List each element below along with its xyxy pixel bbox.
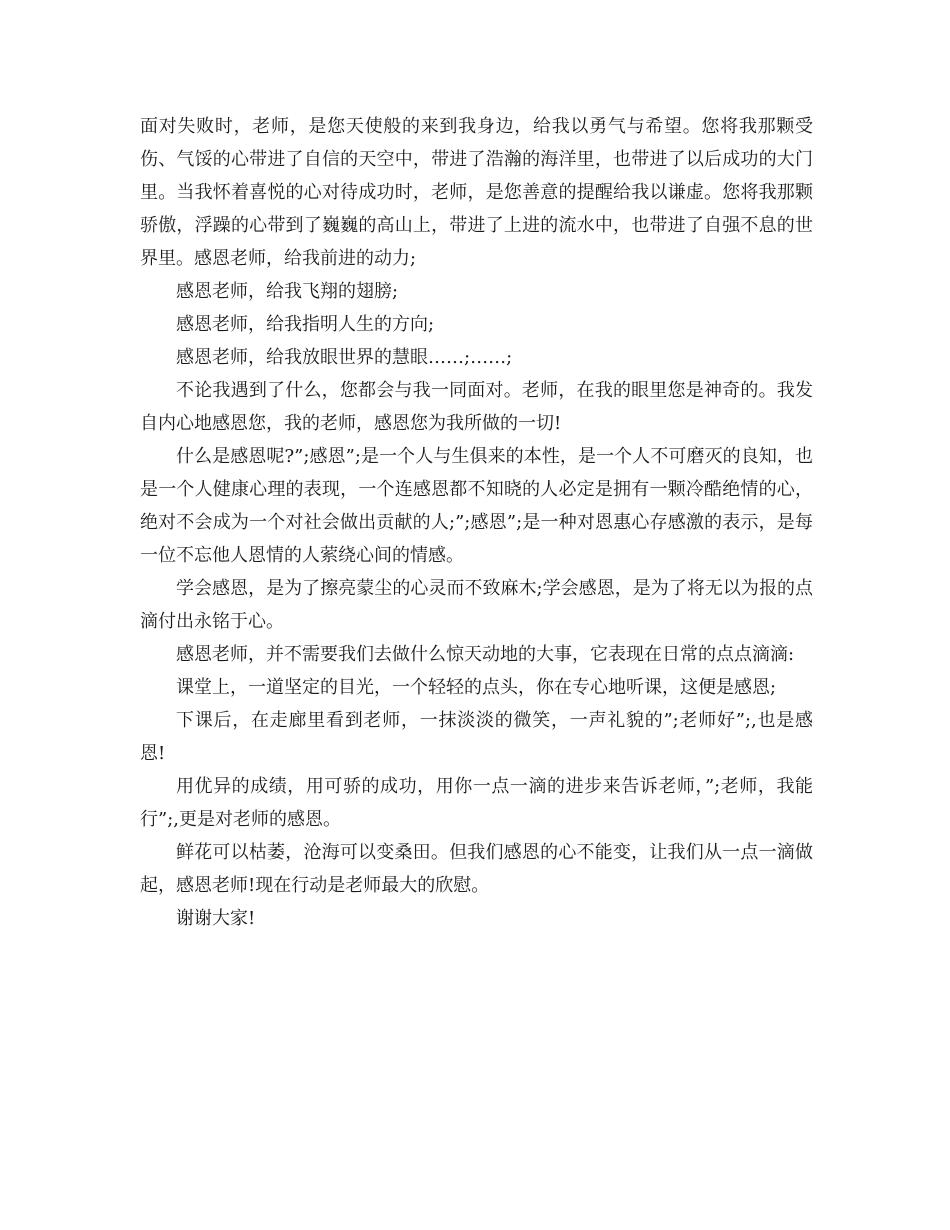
paragraph: 鲜花可以枯萎，沧海可以变桑田。但我们感恩的心不能变，让我们从一点一滴做起，感恩老师!现在行动是老师最大的欣慰。 — [140, 842, 813, 896]
paragraph: 下课后，在走廊里看到老师，一抹淡淡的微笑，一声礼貌的”;老师好”;,也是感恩! — [140, 710, 813, 764]
paragraph: 感恩老师，给我指明人生的方向; — [176, 314, 435, 335]
paragraph: 不论我遇到了什么，您都会与我一同面对。老师，在我的眼里您是神奇的。我发自内心地感恩您，我的老师，感恩您为我所做的一切! — [140, 380, 813, 434]
document-page — [140, 110, 813, 935]
paragraph: 感恩老师，给我飞翔的翅膀; — [176, 281, 399, 302]
paragraph: 谢谢大家! — [176, 908, 256, 929]
paragraph: 学会感恩，是为了擦亮蒙尘的心灵而不致麻木;学会感恩，是为了将无以为报的点滴付出永铭于心。 — [140, 578, 813, 632]
paragraph: 课堂上，一道坚定的目光，一个轻轻的点头，你在专心地听课，这便是感恩; — [176, 677, 777, 698]
paragraph: 面对失败时，老师，是您天使般的来到我身边，给我以勇气与希望。您将我那颗受伤、气馁的心带进了自信的天空中，带进了浩瀚的海洋里，也带进了以后成功的大门里。当我怀着喜悦的心对待成功时，老师，是您善意的提醒给我以谦虚。您将我那颗骄傲，浮躁的心带到了巍巍的高山上，带进了上进的流水中，也带进了自强不息的世界里。感恩老师，给我前进的动力; — [140, 116, 813, 269]
paragraph: 感恩老师，给我放眼世界的慧眼……;……; — [176, 347, 513, 368]
paragraph: 感恩老师，并不需要我们去做什么惊天动地的大事，它表现在日常的点点滴滴: — [176, 644, 795, 665]
paragraph: 什么是感恩呢?”;感恩”;是一个人与生俱来的本性，是一个人不可磨灭的良知，也是一个人健康心理的表现，一个连感恩都不知晓的人必定是拥有一颗冷酷绝情的心，绝对不会成为一个对社会做出贡献的人;”;感恩”;是一种对恩惠心存感激的表示，是每一位不忘他人恩情的人萦绕心间的情感。 — [140, 446, 813, 566]
paragraph: 用优异的成绩，用可骄的成功，用你一点一滴的进步来告诉老师，”;老师，我能行”;,更是对老师的感恩。 — [140, 776, 813, 830]
